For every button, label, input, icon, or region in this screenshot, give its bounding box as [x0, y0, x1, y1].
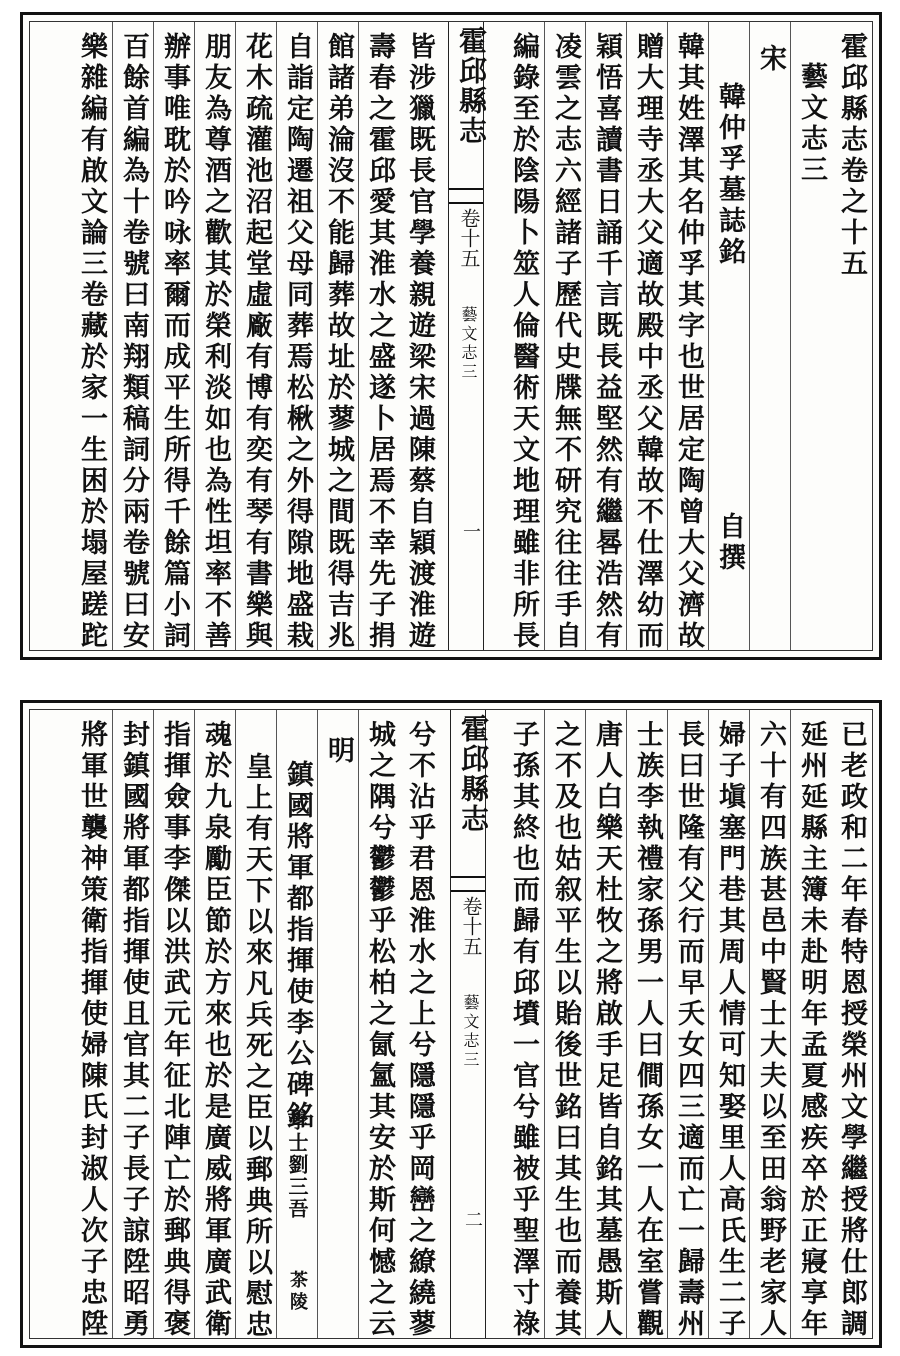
text-line: 士族李執禮家孫男一人曰僴孫女一人在室嘗觀 [632, 720, 663, 1340]
text-line: 兮不沾乎君恩淮水之上兮隱隱乎岡巒之繚繞蓼 [404, 720, 435, 1340]
dynasty-heading: 明 [323, 736, 354, 767]
volume-title: 霍邱縣志卷之十五 [836, 32, 867, 280]
text-column [358, 22, 399, 650]
text-line: 樂雜編有啟文論三卷藏於家一生困於塌屋蹉跎 [76, 32, 107, 652]
banxin-juan: 卷十五 [459, 896, 483, 956]
banxin-section: 藝文志三 [461, 994, 480, 1070]
page-bottom [20, 700, 882, 1348]
banxin-center-strip [448, 22, 488, 650]
text-column [235, 710, 276, 1341]
text-column [399, 22, 440, 650]
text-line: 之不及也姑叙平生以貽後世銘曰其生也而養其 [550, 720, 581, 1340]
text-line: 子孫其終也而歸有邱墳一官兮雖被乎聖澤寸祿 [508, 720, 539, 1340]
text-column [626, 710, 667, 1338]
text-column [317, 710, 358, 1338]
banxin-center-strip [450, 710, 490, 1338]
text-line: 贈大理寺丞大父適故殿中丞父韓故不仕澤幼而 [632, 32, 663, 652]
banxin-title: 霍邱縣志 [457, 714, 490, 834]
text-column [626, 22, 667, 650]
right-half [442, 710, 872, 1338]
text-line: 已老政和二年春特恩授榮州文學繼授將仕郎調 [836, 720, 867, 1340]
text-line: 指揮僉事李傑以洪武元年征北陣亡於郵典得褒 [159, 720, 190, 1340]
text-line: 皇上有天下以來凡兵死之臣以郵典所以慰忠 [241, 752, 272, 1341]
page-frame [29, 21, 873, 651]
banxin-title: 霍邱縣志 [455, 26, 488, 146]
text-column [153, 22, 194, 650]
banxin-fishtail [451, 876, 485, 892]
dynasty-heading: 宋 [755, 44, 786, 75]
text-line: 朋友為尊酒之歡其於榮利淡如也為性坦率不善 [200, 32, 231, 652]
text-line: 花木疏灌池沼起堂虛廠有博有奕有琴有書樂與 [241, 32, 272, 652]
author-origin: 茶陵 [287, 1270, 308, 1314]
author-note: 自撰 [714, 512, 745, 574]
article-title: 鎮國將軍都指揮使李公碑銘 [282, 760, 313, 1132]
text-column [317, 22, 358, 650]
text-column [749, 22, 790, 650]
text-line: 唐人白樂天杜牧之將啟手足皆自銘其墓愚斯人 [591, 720, 622, 1340]
banxin-fishtail [449, 188, 483, 204]
text-column [831, 22, 872, 650]
text-column [503, 710, 544, 1338]
text-column [71, 22, 112, 650]
text-column [112, 22, 153, 650]
text-column [194, 22, 235, 650]
text-column [194, 710, 235, 1338]
text-column [585, 22, 626, 650]
text-column [112, 710, 153, 1338]
left-half [30, 710, 440, 1341]
text-column [667, 22, 708, 650]
text-column [358, 710, 399, 1338]
text-line: 六十有四族甚邑中賢士大夫以至田翁野老家人 [755, 720, 786, 1340]
text-column [831, 710, 872, 1338]
text-column [790, 22, 831, 650]
text-line: 辦事唯耽於吟咏率爾而成平生所得千餘篇小詞 [159, 32, 190, 652]
text-column [235, 22, 276, 650]
text-column [708, 710, 749, 1338]
text-column [276, 710, 317, 1338]
text-line: 長曰世隆有父行而早夭女四三適而亡一歸壽州 [673, 720, 704, 1340]
left-half [30, 22, 440, 650]
text-column [399, 710, 440, 1338]
text-line: 穎悟喜讀書日誦千言既長益堅然有繼晷浩然有 [591, 32, 622, 652]
text-line: 皆涉獵既長官學養親遊梁宋過陳蔡自穎渡淮遊 [404, 32, 435, 652]
text-line: 將軍世襲神策衛指揮使婦陳氏封淑人次子忠陞 [76, 720, 107, 1340]
author-note: 學士劉三吾 [285, 1110, 309, 1220]
text-column [276, 22, 317, 650]
text-line: 編錄至於陰陽卜筮人倫醫術天文地理雖非所長 [508, 32, 539, 652]
text-column [708, 22, 749, 650]
section-title: 藝文志三 [796, 62, 827, 186]
text-line: 城之隅兮鬱鬱乎松柏之氤氳其安於斯何憾之云 [364, 720, 395, 1340]
text-column [749, 710, 790, 1338]
text-line: 自詣定陶遷祖父母同葬焉松楸之外得隙地盛栽 [282, 32, 313, 652]
article-title: 韓仲孚墓誌銘 [714, 82, 745, 268]
text-column [544, 710, 585, 1338]
text-line: 封鎮國將軍都指揮使且官其二子長子諒陞昭勇 [118, 720, 149, 1340]
text-line: 魂於九泉勵臣節於方來也於是廣威將軍廣武衛 [200, 720, 231, 1340]
banxin-page-number: 一 [460, 522, 481, 540]
text-line: 百餘首編為十卷號曰南翔類稿詞分兩卷號曰安 [118, 32, 149, 652]
page-top [20, 12, 882, 660]
text-column [544, 22, 585, 650]
text-column [585, 710, 626, 1338]
text-line: 壽春之霍邱愛其淮水之盛遂卜居焉不幸先子捐 [364, 32, 395, 652]
text-line: 婦子塡塞門巷其周人情可知娶里人高氏生二子 [714, 720, 745, 1340]
text-column [503, 22, 544, 650]
page-frame [29, 709, 873, 1339]
text-line: 凌雲之志六經諸子歷代史牒無不研究往往手自 [550, 32, 581, 652]
banxin-juan: 卷十五 [457, 208, 481, 268]
text-column [790, 710, 831, 1338]
text-line: 館諸弟淪沒不能歸葬故址於蓼城之間既得吉兆 [323, 32, 354, 652]
text-line: 延州延縣主簿未赴明年孟夏感疾卒於正寢享年 [796, 720, 827, 1340]
banxin-page-number: 二 [462, 1210, 483, 1228]
text-column [667, 710, 708, 1338]
text-column [153, 710, 194, 1338]
right-half [442, 22, 872, 650]
text-column [71, 710, 112, 1338]
text-line: 韓其姓澤其名仲孚其字也世居定陶曾大父濟故 [673, 32, 704, 652]
banxin-section: 藝文志三 [459, 306, 478, 382]
